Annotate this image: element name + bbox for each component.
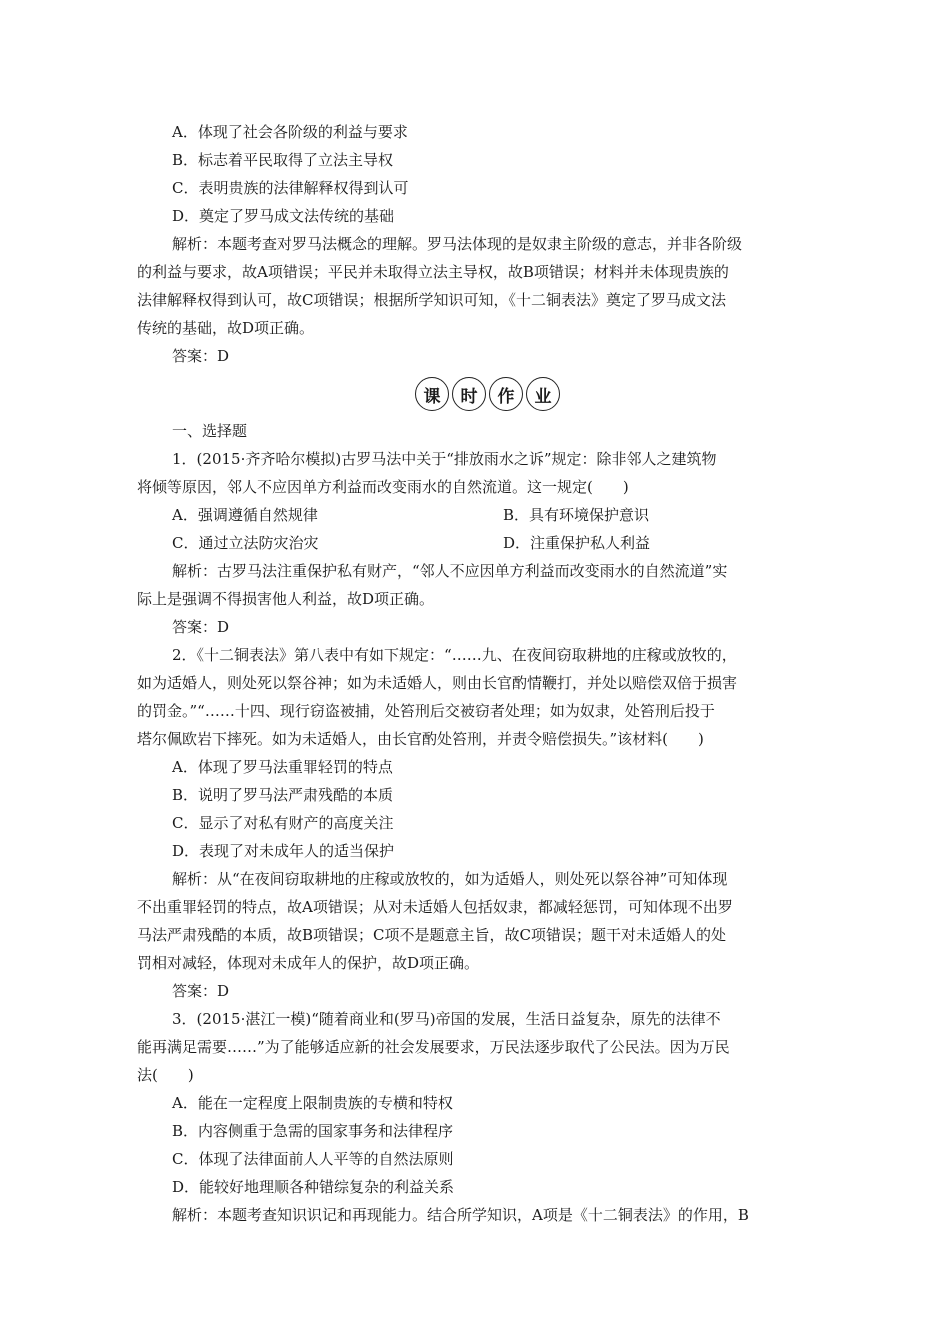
analysis-line: 解析：从“在夜间窃取耕地的庄稼或放牧的，如为适婚人，则处死以祭谷神”可知体现 — [172, 870, 728, 888]
option-a: A．能在一定程度上限制贵族的专横和特权 — [172, 1094, 453, 1112]
analysis-line: 传统的基础，故D项正确。 — [137, 319, 315, 337]
analysis-line: 罚相对减轻，体现对未成年人的保护，故D项正确。 — [137, 954, 480, 972]
analysis-line: 不出重罪轻罚的特点，故A项错误；从对未适婚人包括奴隶，都减轻惩罚，可知体现不出罗 — [137, 898, 733, 916]
section-banner — [415, 377, 560, 411]
question-stem: 塔尔佩欧岩下摔死。如为未适婚人，由长官酌处笞刑，并责令赔偿损失。”该材料( ) — [137, 730, 704, 748]
banner-char: 业 — [526, 377, 560, 411]
question-stem: 3．(2015·湛江一模)“随着商业和(罗马)帝国的发展，生活日益复杂，原先的法律不 — [172, 1010, 721, 1028]
option-a: A．强调遵循自然规律 — [172, 506, 318, 524]
question-stem: 的罚金。”“……十四、现行窃盗被捕，处笞刑后交被窃者处理；如为奴隶，处笞刑后投于 — [137, 702, 715, 720]
option-d: D．奠定了罗马成文法传统的基础 — [172, 207, 395, 225]
option-c: C．通过立法防灾治灾 — [172, 534, 319, 552]
option-a: A．体现了罗马法重罪轻罚的特点 — [172, 758, 393, 776]
answer: 答案：D — [172, 347, 230, 365]
question-stem: 如为适婚人，则处死以祭谷神；如为未适婚人，则由长官酌情鞭打，并处以赔偿双倍于损害 — [137, 674, 738, 692]
analysis-line: 的利益与要求，故A项错误；平民并未取得立法主导权，故B项错误；材料并未体现贵族的 — [137, 263, 729, 281]
option-d: D．表现了对未成年人的适当保护 — [172, 842, 395, 860]
option-b: B．标志着平民取得了立法主导权 — [172, 151, 394, 169]
analysis-line: 解析：本题考查对罗马法概念的理解。罗马法体现的是奴隶主阶级的意志，并非各阶级 — [172, 235, 743, 253]
answer: 答案：D — [172, 982, 230, 1000]
option-b: B．说明了罗马法严肃残酷的本质 — [172, 786, 394, 804]
analysis-line: 解析：本题考查知识识记和再现能力。结合所学知识，A项是《十二铜表法》的作用，B — [172, 1206, 749, 1224]
section-title: 一、选择题 — [172, 422, 248, 440]
option-c: C．表明贵族的法律解释权得到认可 — [172, 179, 409, 197]
question-stem: 1．(2015·齐齐哈尔模拟)古罗马法中关于“排放雨水之诉”规定：除非邻人之建筑物 — [172, 450, 717, 468]
question-stem: 2．《十二铜表法》第八表中有如下规定：“……九、在夜间窃取耕地的庄稼或放牧的， — [172, 646, 737, 664]
option-b: B．具有环境保护意识 — [503, 506, 650, 524]
option-a: A．体现了社会各阶级的利益与要求 — [172, 123, 408, 141]
question-stem: 将倾等原因，邻人不应因单方利益而改变雨水的自然流道。这一规定( ) — [137, 478, 629, 496]
analysis-line: 马法严肃残酷的本质，故B项错误；C项不是题意主旨，故C项错误；题干对未适婚人的处 — [137, 926, 726, 944]
analysis-line: 解析：古罗马法注重保护私有财产，“邻人不应因单方利益而改变雨水的自然流道”实 — [172, 562, 728, 580]
banner-char: 课 — [415, 377, 449, 411]
option-d: D．注重保护私人利益 — [503, 534, 651, 552]
option-c: C．体现了法律面前人人平等的自然法原则 — [172, 1150, 454, 1168]
option-c: C．显示了对私有财产的高度关注 — [172, 814, 394, 832]
option-b: B．内容侧重于急需的国家事务和法律程序 — [172, 1122, 454, 1140]
question-stem: 法( ) — [137, 1066, 194, 1084]
analysis-line: 法律解释权得到认可，故C项错误；根据所学知识可知，《十二铜表法》奠定了罗马成文法 — [137, 291, 726, 309]
question-stem: 能再满足需要……”为了能够适应新的社会发展要求，万民法逐步取代了公民法。因为万民 — [137, 1038, 730, 1056]
banner-char: 时 — [452, 377, 486, 411]
analysis-line: 际上是强调不得损害他人利益，故D项正确。 — [137, 590, 435, 608]
answer: 答案：D — [172, 618, 230, 636]
option-d: D．能较好地理顺各种错综复杂的利益关系 — [172, 1178, 455, 1196]
banner-char: 作 — [489, 377, 523, 411]
